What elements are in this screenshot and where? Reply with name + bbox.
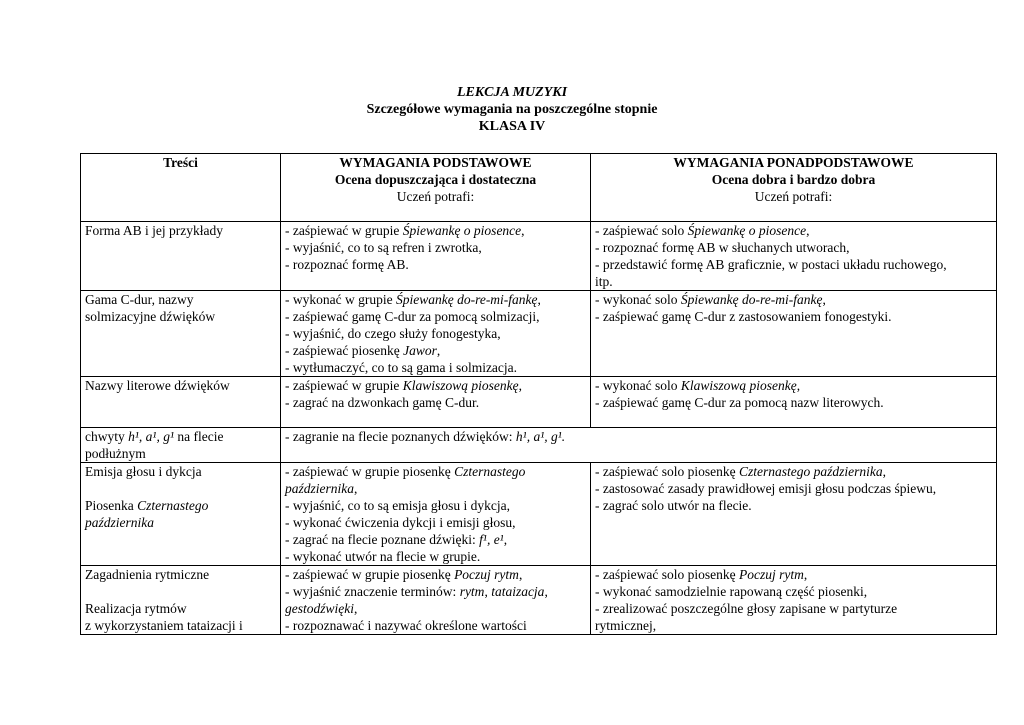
italic-text: Jawor [403,343,437,358]
cell-text: Piosenka [85,498,138,513]
requirements-table [80,153,997,635]
cell-line [285,480,586,497]
cell-text: - zaśpiewać w grupie [285,223,403,238]
cell-line [595,222,992,239]
cell-line [285,377,586,394]
cell-text: Zagadnienia rytmiczne [85,567,210,582]
italic-text: Śpiewankę do-re-mi-fankę [395,292,538,307]
italic-text: f¹, e¹ [479,532,504,547]
table-row [81,377,997,428]
italic-text: Poczuj rytm [454,567,519,582]
cell-text: , [484,584,492,599]
italic-text: Czternastego [454,464,526,479]
header-title: WYMAGANIA PONADPODSTAWOWE [673,155,914,170]
cell-text: - zaśpiewać piosenkę [285,343,404,358]
cell-text: - rozpoznać formę AB. [285,257,409,272]
italic-text: października [85,515,154,530]
cell-line [595,583,992,600]
cell-line [85,308,276,325]
cell-text: , [822,292,826,307]
cell-text: - wykonać ćwiczenia dykcji i emisji głosu, [285,515,516,530]
cell-basic [281,222,591,291]
cell-merged [281,428,997,463]
italic-text: Śpiewankę o piosence [402,223,522,238]
cell-line [595,394,992,411]
cell-line [285,600,586,617]
cell-text: - wytłumaczyć, co to są gama i solmizacja. [285,360,518,375]
cell-text: , [544,584,548,599]
cell-line: podłużnym [85,446,146,461]
cell-line [85,463,276,480]
cell-text: , [803,567,808,582]
cell-line [285,256,586,273]
cell-line [285,342,586,359]
cell-advanced [591,222,997,291]
table-row [81,428,997,463]
cell-text: - zagrać solo utwór na flecie. [595,498,752,513]
italic-text: Klawiszową piosenkę [680,378,797,393]
cell-text: - zaśpiewać gamę C-dur za pomocą nazw literowych. [595,395,884,410]
cell-advanced [591,463,997,566]
cell-line [595,497,992,514]
cell-text: - zaśpiewać w grupie piosenkę [285,567,455,582]
cell-text: rytmicznej, [595,618,657,633]
cell-line [85,583,276,600]
cell-line [285,325,586,342]
cell-line [595,308,992,325]
lesson-subtitle: Szczegółowe wymagania na poszczególne stopnie [366,102,658,117]
lesson-title: LEKCJA MUZYKI [456,85,568,100]
cell-content [81,222,281,291]
cell-basic [281,463,591,566]
cell-text: chwyty [85,429,129,444]
cell-text: - wykonać utwór na flecie w grupie. [285,549,481,564]
cell-text: - wyjaśnić, co to są refren i zwrotka, [285,240,482,255]
cell-text: - wykonać solo [595,378,681,393]
cell-text: - wykonać solo [595,292,681,307]
cell-text: - zrealizować poszczególne głosy zapisane w partyturze [595,601,898,616]
cell-line [285,617,586,634]
cell-line [595,291,992,308]
cell-text: Forma AB i jej przykłady [85,223,223,238]
cell-text: , [537,292,541,307]
cell-content [81,377,281,428]
cell-line [285,291,586,308]
cell-text: - zagrać na flecie poznane dźwięki: [285,532,480,547]
cell-line [595,273,992,290]
cell-text: - wykonać samodzielnie rapowaną część piosenki, [595,584,868,599]
cell-text: , [436,343,441,358]
cell-line [85,600,276,617]
cell-line [85,428,276,445]
cell-text: - zaśpiewać w grupie piosenkę [285,464,455,479]
cell-text: - zastosować zasady prawidłowej emisji głosu podczas śpiewu, [595,481,937,496]
cell-text: Gama C-dur, nazwy [85,292,194,307]
cell-line [595,239,992,256]
cell-content [81,291,281,377]
cell-line [85,617,276,634]
cell-line [285,463,586,480]
cell-basic [281,291,591,377]
header-note: Uczeń potrafi: [754,189,833,204]
cell-line [85,222,276,239]
italic-text: rytm [459,584,485,599]
italic-text: Czternastego [137,498,209,513]
cell-advanced [591,377,997,428]
header-sub: Ocena dopuszczająca i dostateczna [334,172,537,187]
italic-text: Klawiszową piosenkę [402,378,519,393]
cell-line [285,514,586,531]
cell-text: Realizacja rytmów [85,601,187,616]
cell-line [85,497,276,514]
cell-line [285,566,586,583]
cell-line [85,377,276,394]
cell-content [81,566,281,635]
cell-text: z wykorzystaniem tataizacji i [85,618,243,633]
class-label: KLASA IV [478,119,546,134]
cell-line [285,428,992,445]
italic-text: października [285,481,354,496]
cell-text: , [521,223,525,238]
cell-text: Emisja głosu i dykcja [85,464,202,479]
cell-basic [281,566,591,635]
header-note: Uczeń potrafi: [396,189,475,204]
cell-line [595,463,992,480]
header-cell-content [81,154,281,222]
cell-text: - przedstawić formę AB graficznie, w postaci układu ruchowego, [595,257,947,272]
cell-text: , [503,532,508,547]
cell-line [285,239,586,256]
cell-line [285,583,586,600]
cell-line [595,617,992,634]
cell-text: itp. [595,274,613,289]
cell-text: Nazwy literowe dźwięków [85,378,230,393]
italic-text: Śpiewankę o piosence [687,223,807,238]
cell-text: - wyjaśnić, do czego służy fonogestyka, [285,326,501,341]
cell-text: - wykonać w grupie [285,292,396,307]
header-cell-advanced [591,154,997,222]
cell-line [285,531,586,548]
cell-line [85,291,276,308]
cell-line [85,514,276,531]
cell-line [285,308,586,325]
header-title: WYMAGANIA PODSTAWOWE [339,155,532,170]
header-title: Treści [163,155,198,170]
table-row [81,463,997,566]
cell-line [285,394,586,411]
cell-line [595,480,992,497]
cell-line [85,480,276,497]
table-header-row [81,154,997,222]
document-header [0,84,1024,135]
table-row [81,566,997,635]
cell-content [81,463,281,566]
cell-text: - wyjaśnić, co to są emisja głosu i dykcja, [285,498,510,513]
cell-text: - zagranie na flecie poznanych dźwięków: [285,429,516,444]
table-row [81,291,997,377]
cell-basic [281,377,591,428]
table-row [81,222,997,291]
cell-text: , [518,567,523,582]
italic-text: Poczuj rytm [738,567,804,582]
cell-text: - zaśpiewać gamę C-dur z zastosowaniem fonogestyki. [595,309,892,324]
cell-text: - zaśpiewać solo piosenkę [595,567,739,582]
cell-line [285,497,586,514]
cell-line [285,548,586,565]
cell-text: - rozpoznać formę AB w słuchanych utworach, [595,240,850,255]
italic-text: Czternastego października [738,464,883,479]
cell-text: , [518,378,522,393]
cell-text: - zaśpiewać w grupie [285,378,403,393]
cell-line [595,566,992,583]
cell-text: , [796,378,801,393]
cell-text: - zaśpiewać solo [595,223,688,238]
cell-text: - rozpoznawać i nazywać określone wartości [285,618,527,633]
cell-text: na flecie [174,429,224,444]
note-names: h¹, a¹, g¹. [515,429,566,444]
italic-text: gestodźwięki [285,601,354,616]
italic-text: Śpiewankę do-re-mi-fankę [680,292,823,307]
cell-text: - zaśpiewać solo piosenkę [595,464,739,479]
cell-line [595,256,992,273]
header-cell-basic [281,154,591,222]
cell-line [285,359,586,376]
cell-line [85,566,276,583]
cell-text: , [354,481,358,496]
cell-text: - zagrać na dzwonkach gamę C-dur. [285,395,480,410]
cell-advanced [591,291,997,377]
cell-text: - zaśpiewać gamę C-dur za pomocą solmizacji, [285,309,540,324]
header-sub: Ocena dobra i bardzo dobra [711,172,876,187]
cell-advanced [591,566,997,635]
cell-text: - wyjaśnić znaczenie terminów: [285,584,460,599]
cell-text: , [354,601,358,616]
cell-line [595,377,992,394]
cell-text: , [806,223,810,238]
cell-content [81,428,281,463]
italic-text: tataizacja [491,584,545,599]
cell-line [285,222,586,239]
cell-line [595,600,992,617]
cell-text: solmizacyjne dźwięków [85,309,216,324]
cell-text: , [882,464,886,479]
note-names: h¹, a¹, g¹ [128,429,175,444]
